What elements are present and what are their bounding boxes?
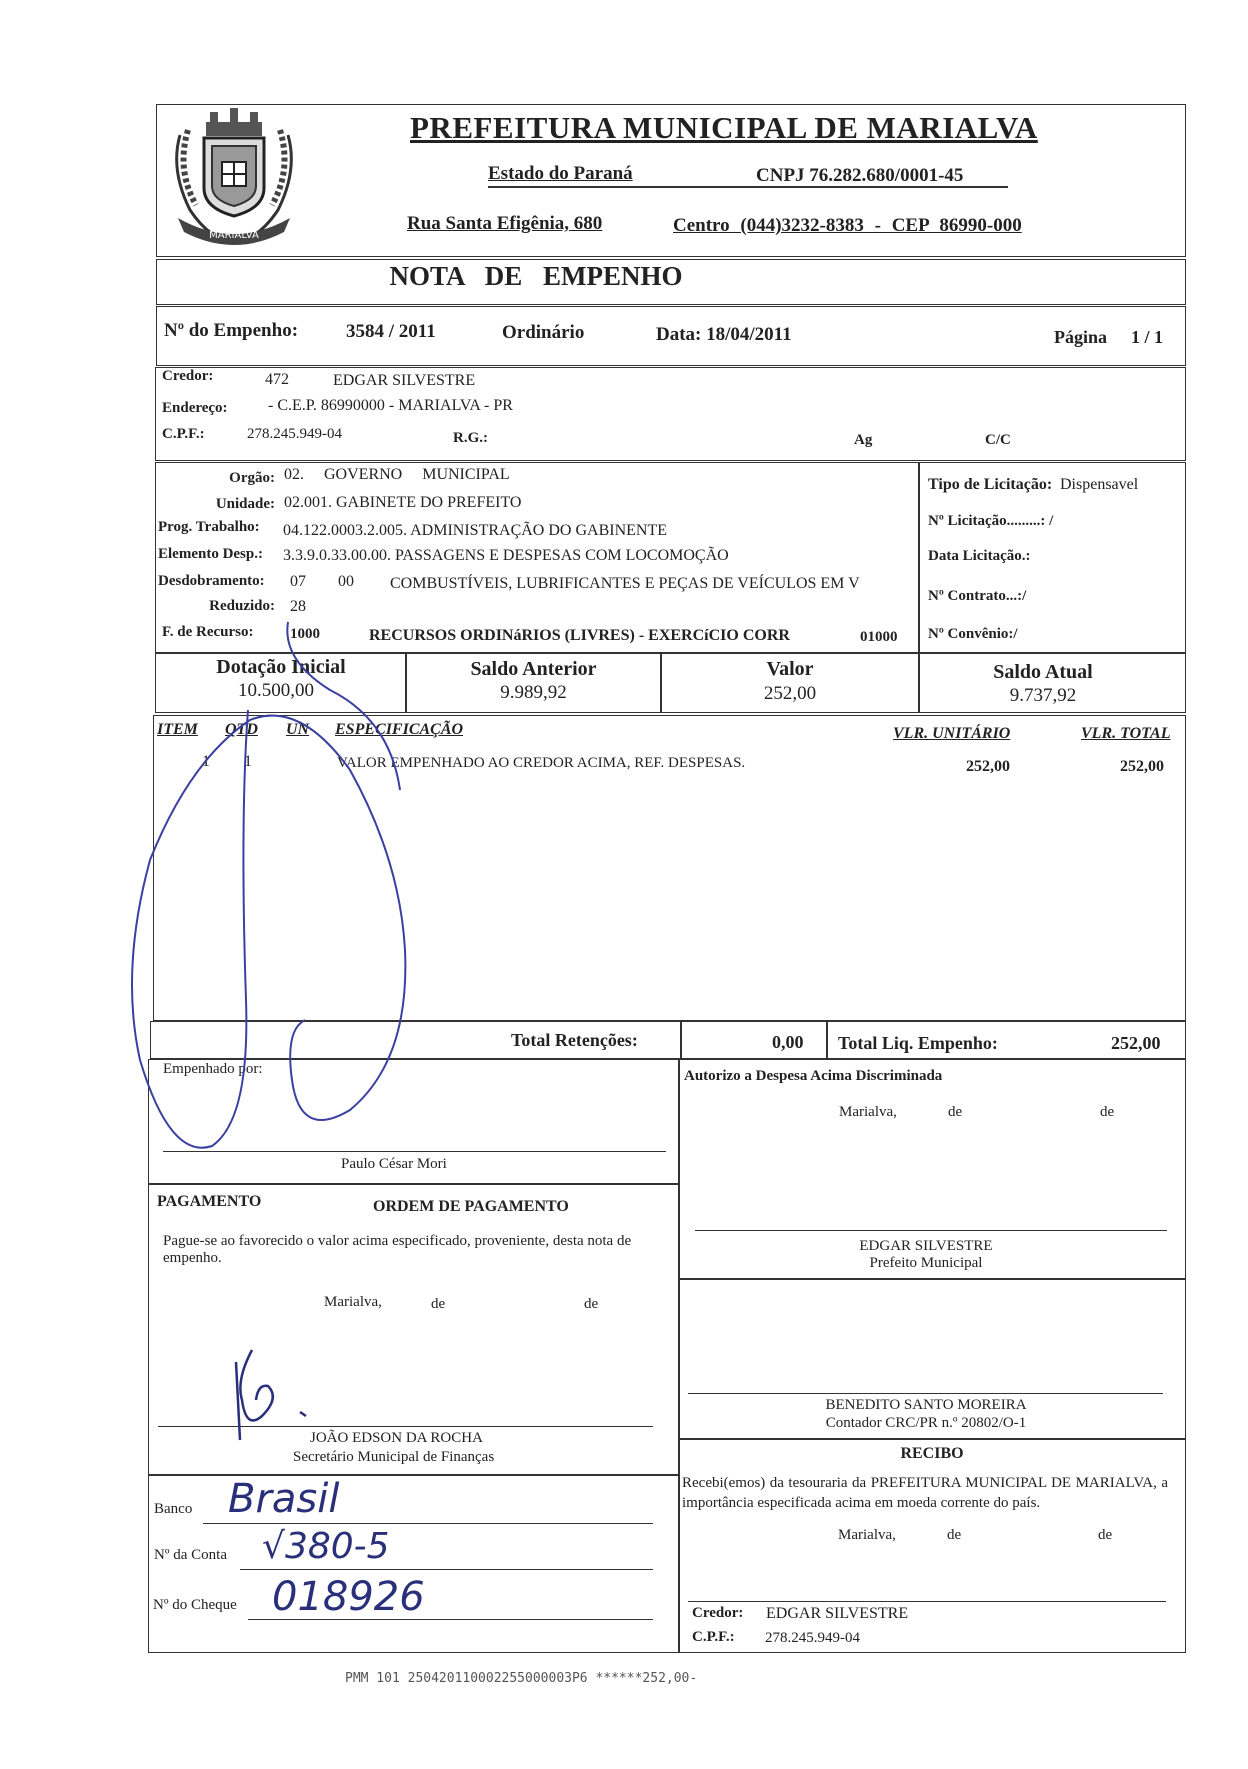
valor-label: Valor <box>766 658 814 680</box>
saldo-anterior-value: 9.989,92 <box>500 682 567 703</box>
credor-address: - C.E.P. 86990000 - MARIALVA - PR <box>268 397 513 414</box>
valor-value: 252,00 <box>763 683 817 704</box>
empenhado-name: Paulo César Mori <box>341 1156 447 1172</box>
empenho-date: Data: 18/04/2011 <box>656 324 792 345</box>
contador-sign-line <box>688 1393 1163 1394</box>
autorizo-sign-line <box>695 1230 1167 1231</box>
autorizo-signer: EDGAR SILVESTRE <box>859 1238 993 1254</box>
tipo-licitacao-value: Dispensavel <box>1060 476 1139 493</box>
cheque-handwritten: 018926 <box>272 1574 425 1620</box>
lower-mid-divider <box>678 1059 680 1653</box>
col-header-spec: ESPECIFICAÇÃO <box>335 721 464 738</box>
contador-signer: BENEDITO SANTO MOREIRA <box>825 1397 1027 1413</box>
banco-label: Banco <box>154 1501 193 1517</box>
contador-role: Contador CRC/PR n.º 20802/O-1 <box>825 1415 1027 1431</box>
col-header-total: VLR. TOTAL <box>1081 725 1171 742</box>
liq-empenho-label: Total Liq. Empenho: <box>838 1033 998 1053</box>
tipo-licitacao-label: Tipo de Licitação: <box>928 476 1053 493</box>
right-h1 <box>678 1278 1186 1280</box>
pagamento-text: Pague-se ao favorecido o valor acima especificado, proveniente, desta nota de empenho. <box>163 1233 632 1266</box>
liq-empenho-value: 252,00 <box>1111 1033 1161 1053</box>
cnpj-label: CNPJ 76.282.680/0001-45 <box>756 165 964 186</box>
empenhado-label: Empenhado por: <box>163 1061 263 1077</box>
prog-value: 04.122.0003.2.005. ADMINISTRAÇÃO DO GABINENTE <box>283 522 667 539</box>
cc-label: C/C <box>985 432 1011 448</box>
elemento-value: 3.3.9.0.33.00.00. PASSAGENS E DESPESAS COM LOCOMOÇÃO <box>283 547 729 564</box>
row-spec: VALOR EMPENHADO AO CREDOR ACIMA, REF. DESPESAS. <box>337 755 746 771</box>
empenhado-sign-line <box>163 1151 666 1152</box>
pagamento-signer: JOÃO EDSON DA ROCHA <box>310 1430 483 1446</box>
autorizo-de1: de <box>948 1104 963 1120</box>
dotacao-value: 10.500,00 <box>238 680 314 701</box>
recibo-place: Marialva, <box>838 1527 896 1543</box>
credor-cpf: 278.245.949-04 <box>247 426 342 442</box>
autorizo-label: Autorizo a Despesa Acima Discriminada <box>684 1068 943 1084</box>
recibo-de2: de <box>1098 1527 1113 1543</box>
conta-label: Nº da Conta <box>154 1547 227 1563</box>
recibo-cpf-label: C.P.F.: <box>692 1629 735 1645</box>
desdobramento-a: 07 <box>290 573 306 590</box>
banco-line <box>203 1523 653 1524</box>
prog-label: Prog. Trabalho: <box>158 519 260 535</box>
empenho-type: Ordinário <box>502 322 585 343</box>
row-unit-value: 252,00 <box>966 758 1010 775</box>
credor-name: EDGAR SILVESTRE <box>333 372 476 389</box>
recurso-value: 1000 <box>290 626 320 642</box>
address-rest: Centro (044)3232-8383 - CEP 86990-000 <box>673 215 1022 236</box>
orgao-value: 02. GOVERNO MUNICIPAL <box>284 466 510 483</box>
desdobramento-label: Desdobramento: <box>158 573 265 589</box>
address-street: Rua Santa Efigênia, 680 <box>407 213 603 234</box>
state-underline <box>488 186 1008 188</box>
recurso-label: F. de Recurso: <box>162 624 254 640</box>
convenio-number: Nº Convênio:/ <box>928 626 1018 642</box>
footer-code: PMM 101 250420110002255000003P6 ******252,00- <box>345 1671 698 1686</box>
empenho-number: 3584 / 2011 <box>346 321 436 342</box>
ag-label: Ag <box>854 432 873 448</box>
retencoes-value: 0,00 <box>772 1032 804 1052</box>
credor-code: 472 <box>265 371 289 388</box>
left-h1 <box>148 1183 678 1185</box>
recibo-de1: de <box>947 1527 962 1543</box>
col-header-unit: VLR. UNITÁRIO <box>893 725 1011 742</box>
doc-title: NOTA DE EMPENHO <box>389 261 683 291</box>
page-title: PREFEITURA MUNICIPAL DE MARIALVA <box>410 110 1038 145</box>
recibo-sign-line <box>688 1601 1166 1602</box>
recibo-credor: EDGAR SILVESTRE <box>766 1605 909 1622</box>
reduzido-value: 28 <box>290 598 306 615</box>
coat-of-arms-logo <box>160 100 308 250</box>
saldo-atual-label: Saldo Atual <box>993 661 1093 683</box>
totals-box <box>150 1021 1186 1059</box>
desdobramento-b: 00 <box>338 573 354 590</box>
recibo-cpf: 278.245.949-04 <box>765 1630 860 1646</box>
row-qtd: 1 <box>244 753 252 770</box>
totals-div-1 <box>680 1021 682 1059</box>
recurso-code: 01000 <box>860 629 898 645</box>
cpf-label: C.P.F.: <box>162 426 205 442</box>
orgao-label: Orgão: <box>229 470 275 486</box>
rg-label: R.G.: <box>453 430 488 446</box>
state-label: Estado do Paraná <box>488 163 633 184</box>
pagamento-de2: de <box>584 1296 599 1312</box>
recibo-credor-label: Credor: <box>692 1605 744 1621</box>
pagamento-sign-line <box>158 1426 653 1427</box>
desdobramento-desc: COMBUSTÍVEIS, LUBRIFICANTES E PEÇAS DE VEÍCULOS EM V <box>390 575 860 592</box>
credor-label: Credor: <box>162 368 214 384</box>
page-label: Página <box>1054 327 1108 347</box>
pagamento-label: PAGAMENTO <box>157 1193 262 1210</box>
recibo-label: RECIBO <box>900 1445 964 1462</box>
licitacao-date: Data Licitação.: <box>928 548 1031 564</box>
page-number: 1 / 1 <box>1131 327 1164 347</box>
svg-text:MARIALVA: MARIALVA <box>209 230 259 241</box>
col-header-qtd: QTD <box>225 721 258 738</box>
unidade-label: Unidade: <box>215 496 275 512</box>
contrato-number: Nº Contrato...:/ <box>928 588 1027 604</box>
conta-line <box>240 1569 653 1570</box>
autorizo-place: Marialva, <box>839 1104 897 1120</box>
dotacao-label: Dotação Inicial <box>216 656 346 678</box>
ordem-label: ORDEM DE PAGAMENTO <box>373 1198 569 1215</box>
row-item: 1 <box>202 753 210 770</box>
elemento-label: Elemento Desp.: <box>158 546 263 562</box>
recibo-text: Recebi(emos) da tesouraria da PREFEITURA MUNICIPAL DE MARIALVA, a importância especificada acima em moeda corrente do país. <box>682 1475 1168 1511</box>
saldo-atual-value: 9.737,92 <box>1009 685 1077 706</box>
banco-handwritten: Brasil <box>228 1476 340 1522</box>
autorizo-de2: de <box>1100 1104 1115 1120</box>
recurso-desc: RECURSOS ORDINáRIOS (LIVRES) - EXERCíCIO CORR <box>369 627 790 644</box>
saldo-anterior-label: Saldo Anterior <box>470 658 597 680</box>
pagamento-role: Secretário Municipal de Finanças <box>293 1449 495 1465</box>
col-header-item: ITEM <box>157 721 198 738</box>
totals-div-2 <box>826 1021 828 1059</box>
reduzido-label: Reduzido: <box>209 598 275 614</box>
row-total-value: 252,00 <box>1120 758 1164 775</box>
budget-divider <box>918 462 920 653</box>
right-h2 <box>678 1438 1186 1440</box>
retencoes-label: Total Retenções: <box>511 1030 638 1050</box>
empenho-number-label: Nº do Empenho: <box>164 320 299 341</box>
cheque-label: Nº do Cheque <box>153 1597 237 1613</box>
address-label: Endereço: <box>162 400 228 416</box>
autorizo-role: Prefeito Municipal <box>869 1255 983 1271</box>
col-header-un: UN <box>286 721 310 738</box>
unidade-value: 02.001. GABINETE DO PREFEITO <box>284 494 522 511</box>
licitacao-number: Nº Licitação.........: / <box>928 513 1054 529</box>
conta-handwritten: √380-5 <box>262 1526 390 1567</box>
pagamento-de1: de <box>431 1296 446 1312</box>
pagamento-place: Marialva, <box>324 1294 382 1310</box>
